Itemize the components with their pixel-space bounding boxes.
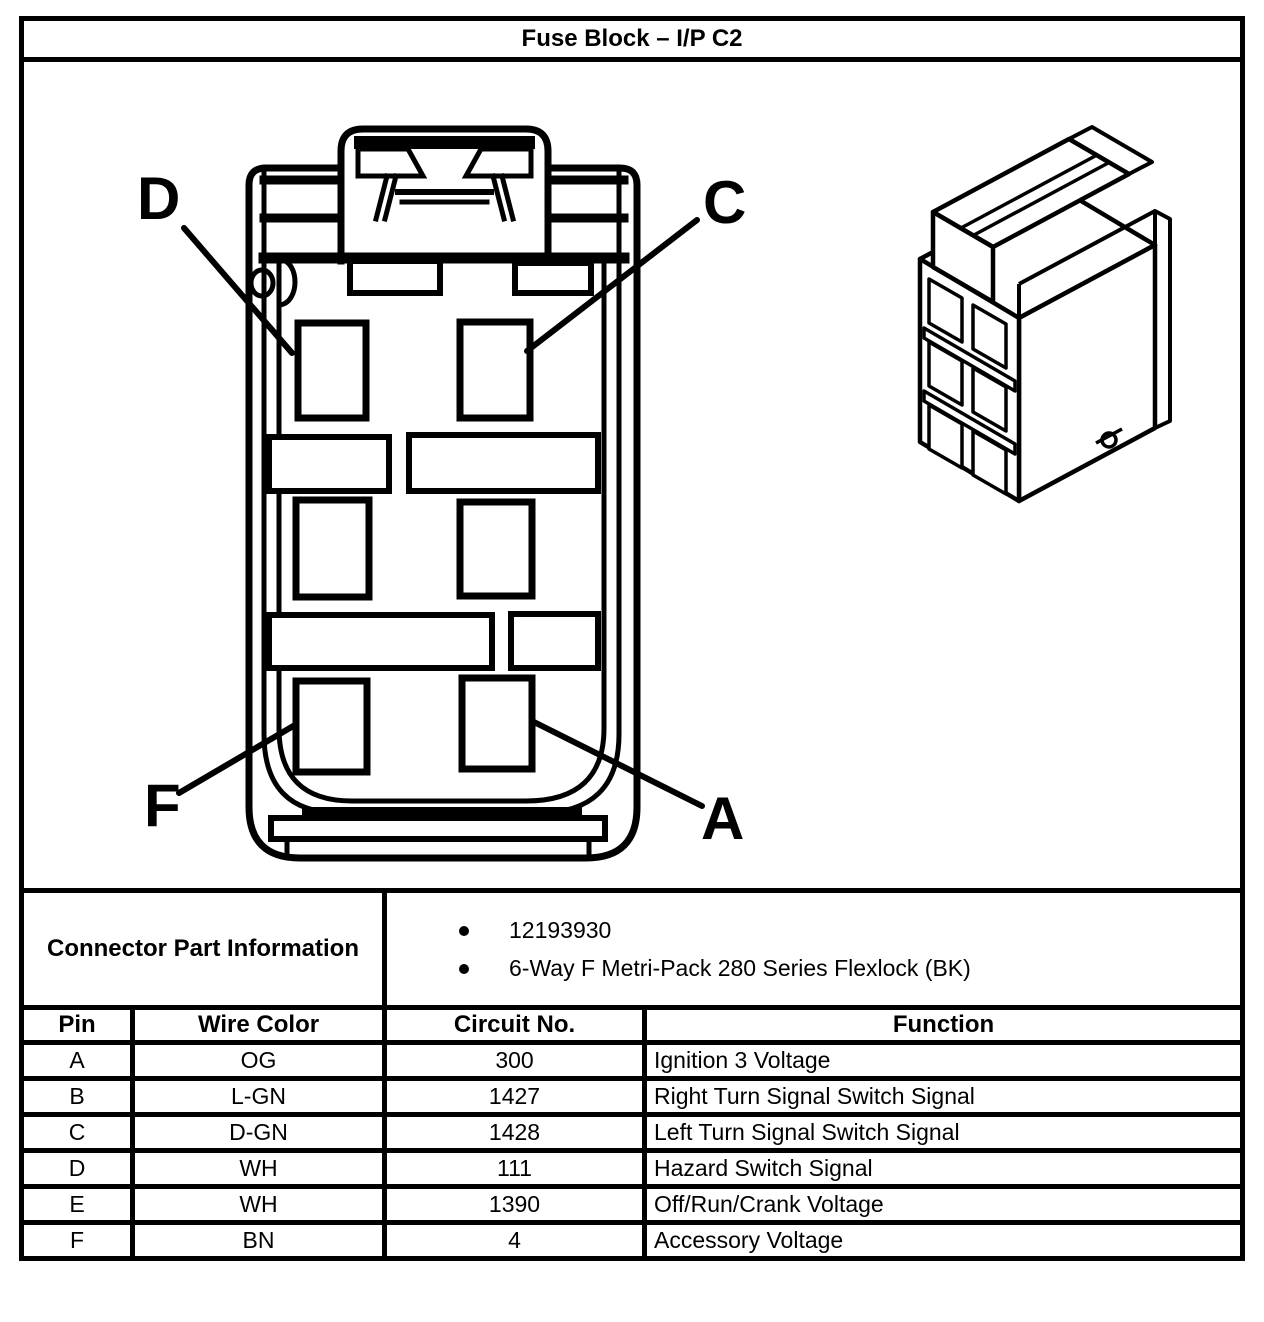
pin-label-a: A xyxy=(701,785,745,852)
wire-color-cell: D-GN xyxy=(133,1115,385,1151)
pin-cell: E xyxy=(22,1187,133,1223)
pin-cell: F xyxy=(22,1223,133,1259)
cavity-c xyxy=(460,322,530,418)
part-number: 12193930 xyxy=(459,917,1240,944)
pin-table-header-row xyxy=(22,1008,1243,1043)
circuit-cell: 111 xyxy=(385,1151,645,1187)
table-row-e xyxy=(22,1187,1243,1223)
cavity-e-right xyxy=(460,502,532,596)
title-row xyxy=(22,19,1243,60)
cavity-e-left xyxy=(296,500,369,597)
pin-label-d: D xyxy=(137,165,181,232)
connector-diagram-cell xyxy=(22,60,1243,891)
cavity-a xyxy=(462,678,532,769)
table-row-f xyxy=(22,1223,1243,1259)
pin-label-f: F xyxy=(144,772,181,839)
part-info-label: Connector Part Information xyxy=(22,891,385,1008)
leader-d xyxy=(184,228,292,353)
connector-front-view xyxy=(249,129,637,858)
part-info-row xyxy=(22,891,1243,1008)
part-info-values xyxy=(385,891,1243,1008)
diagram-row xyxy=(22,60,1243,891)
wire-color-cell: L-GN xyxy=(133,1079,385,1115)
part-description: 6-Way F Metri-Pack 280 Series Flexlock (BK) xyxy=(459,955,1240,982)
function-cell: Accessory Voltage xyxy=(645,1223,1243,1259)
connector-diagram xyxy=(24,62,1235,888)
wire-color-cell: BN xyxy=(133,1223,385,1259)
pin-cell: C xyxy=(22,1115,133,1151)
table-row-a xyxy=(22,1043,1243,1079)
header-pin: Pin xyxy=(22,1008,133,1043)
function-cell: Off/Run/Crank Voltage xyxy=(645,1187,1243,1223)
wire-color-cell: OG xyxy=(133,1043,385,1079)
part-info-bullet-list xyxy=(387,917,1240,982)
function-cell: Hazard Switch Signal xyxy=(645,1151,1243,1187)
cavity-f xyxy=(296,681,367,772)
wire-color-cell: WH xyxy=(133,1151,385,1187)
pin-cell: B xyxy=(22,1079,133,1115)
page-title: Fuse Block – I/P C2 xyxy=(22,19,1243,60)
circuit-cell: 4 xyxy=(385,1223,645,1259)
function-cell: Left Turn Signal Switch Signal xyxy=(645,1115,1243,1151)
circuit-cell: 1390 xyxy=(385,1187,645,1223)
pin-cell: A xyxy=(22,1043,133,1079)
circuit-cell: 1427 xyxy=(385,1079,645,1115)
header-wire-color: Wire Color xyxy=(133,1008,385,1043)
pin-label-c: C xyxy=(703,169,747,236)
function-cell: Ignition 3 Voltage xyxy=(645,1043,1243,1079)
function-cell: Right Turn Signal Switch Signal xyxy=(645,1079,1243,1115)
table-row-c xyxy=(22,1115,1243,1151)
connector-document-table xyxy=(19,16,1245,1261)
header-circuit-no: Circuit No. xyxy=(385,1008,645,1043)
cavity-d xyxy=(298,323,366,418)
circuit-cell: 1428 xyxy=(385,1115,645,1151)
circuit-cell: 300 xyxy=(385,1043,645,1079)
table-row-d xyxy=(22,1151,1243,1187)
pin-cell: D xyxy=(22,1151,133,1187)
wire-color-cell: WH xyxy=(133,1187,385,1223)
leader-lines xyxy=(179,220,702,806)
header-function: Function xyxy=(645,1008,1243,1043)
connector-3d-view xyxy=(920,127,1170,501)
table-row-b xyxy=(22,1079,1243,1115)
